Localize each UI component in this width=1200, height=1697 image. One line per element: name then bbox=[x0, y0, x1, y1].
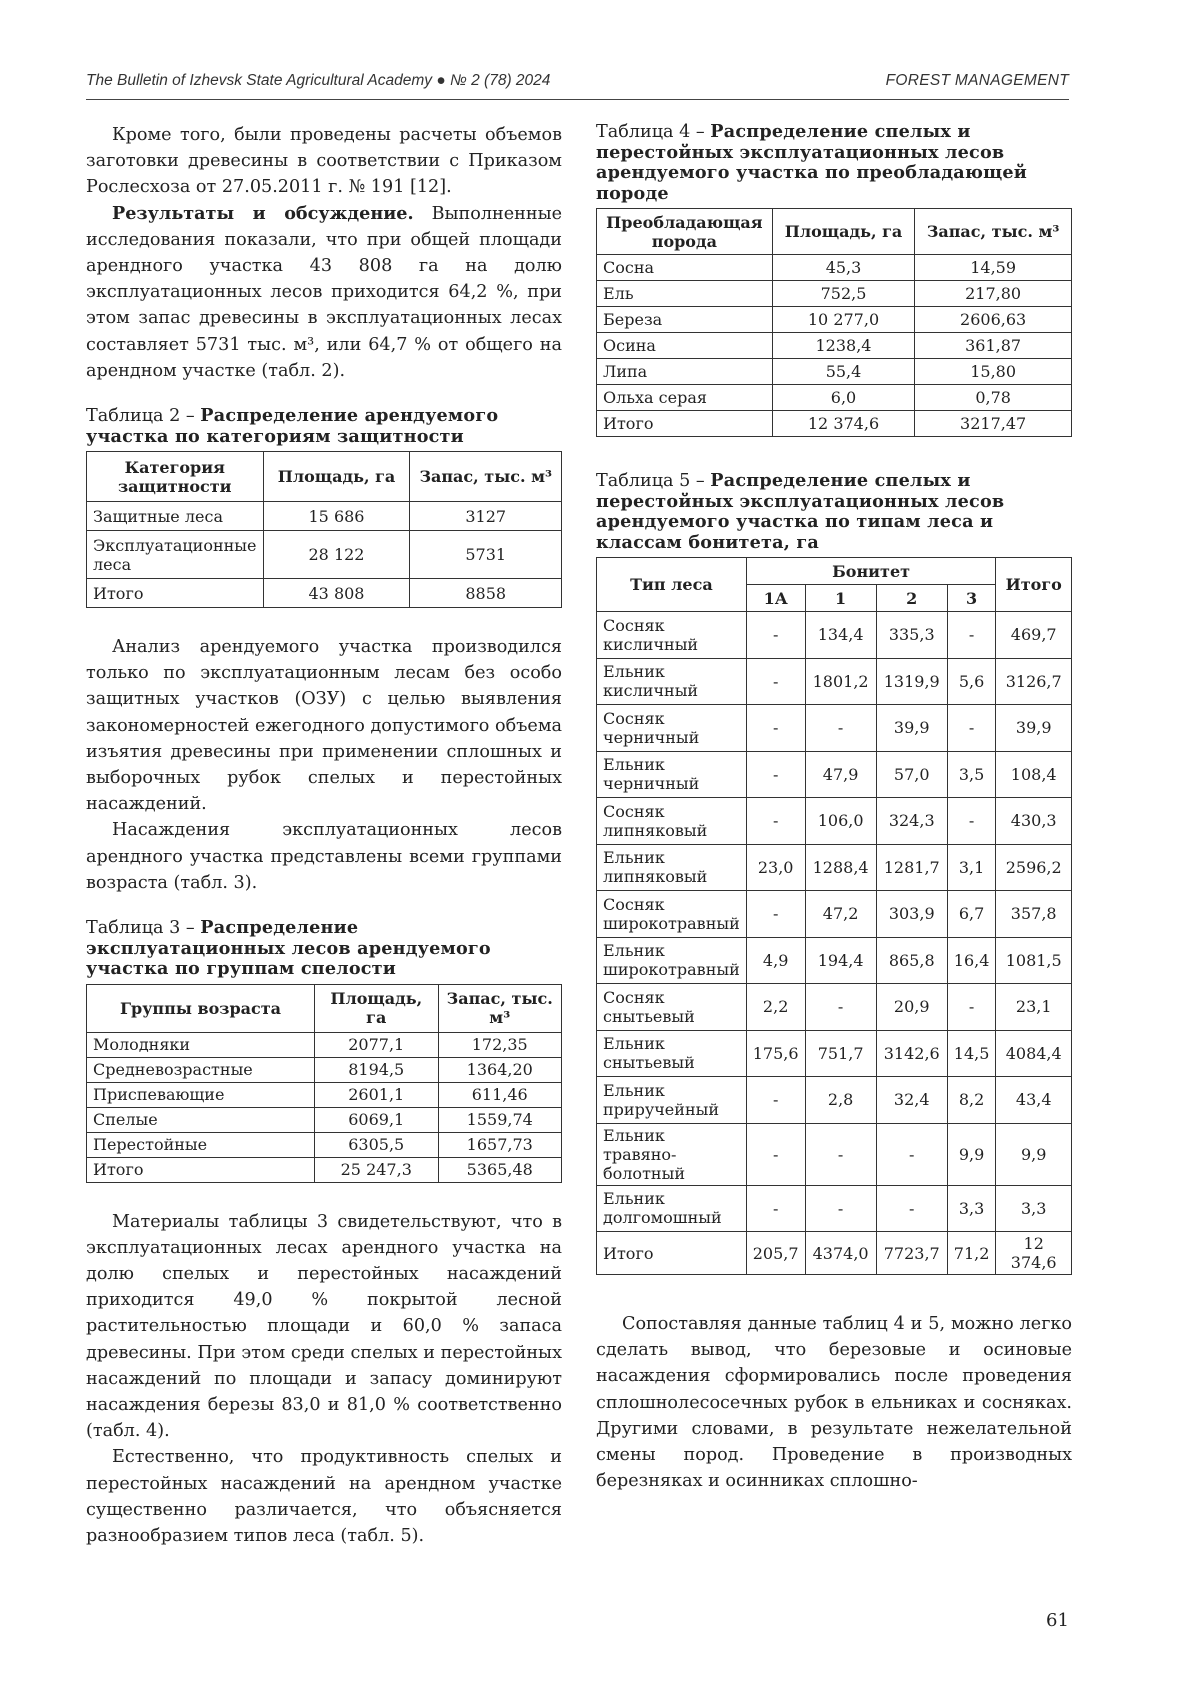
table-cell: 47,9 bbox=[805, 751, 876, 798]
table-cell: Ельник травяно-болотный bbox=[597, 1123, 747, 1185]
paragraph: Естественно, что продуктивность спелых и перестойных насаждений на арендном участке существенно различается, что объясняется разнообразием типов леса (табл. 5). bbox=[86, 1447, 562, 1546]
table-header: Группы возраста bbox=[87, 984, 315, 1032]
table-header: Запас, тыс. м³ bbox=[915, 209, 1072, 255]
table3-caption bbox=[86, 918, 562, 980]
table-cell: 23,0 bbox=[746, 844, 805, 891]
table-row bbox=[597, 333, 1072, 359]
table-cell: 357,8 bbox=[996, 891, 1072, 938]
table-header: Бонитет bbox=[746, 558, 996, 585]
table-row bbox=[597, 411, 1072, 437]
table-cell: - bbox=[805, 1185, 876, 1232]
paragraph: Насаждения эксплуатационных лесов арендного участка представлены всеми группами возраста (табл. 3). bbox=[86, 820, 562, 893]
table-cell: 10 277,0 bbox=[772, 307, 915, 333]
table-cell: 25 247,3 bbox=[315, 1157, 439, 1182]
table-row bbox=[597, 1232, 1072, 1275]
table-cell: - bbox=[876, 1123, 947, 1185]
table-cell: 303,9 bbox=[876, 891, 947, 938]
paragraph: Сопоставляя данные таблиц 4 и 5, можно легко сделать вывод, что березовые и осиновые насаждения сформировались после проведения сплошнолесосечных рубок в ельниках и сосняках. Другими словами, в результате нежелательной смены пород. Проведение в производных березняках и осинниках сплошно- bbox=[596, 1314, 1072, 1492]
table-cell: Сосняк кисличный bbox=[597, 612, 747, 659]
table-cell: Молодняки bbox=[87, 1032, 315, 1057]
table-cell: Итого bbox=[87, 1157, 315, 1182]
table-cell: Осина bbox=[597, 333, 773, 359]
caption-title: Распределение спелых и перестойных эксплуатационных лесов арендуемого участка по преобладающей породе bbox=[596, 121, 1028, 204]
table-cell: 106,0 bbox=[805, 798, 876, 845]
table-cell: 1657,73 bbox=[438, 1132, 562, 1157]
table-cell: 6,0 bbox=[772, 385, 915, 411]
table-header: 3 bbox=[947, 585, 996, 612]
table-cell: 6,7 bbox=[947, 891, 996, 938]
table-cell: Ельник широкотравный bbox=[597, 937, 747, 984]
table-cell: 1364,20 bbox=[438, 1057, 562, 1082]
table-row bbox=[597, 891, 1072, 938]
table-cell: Береза bbox=[597, 307, 773, 333]
table-cell: 20,9 bbox=[876, 984, 947, 1031]
caption-prefix: Таблица 2 – bbox=[86, 406, 201, 427]
table-cell: 8858 bbox=[410, 579, 562, 608]
caption-title: Распределение спелых и перестойных эксплуатационных лесов арендуемого участка по типам леса и классам бонитета, га bbox=[596, 470, 1005, 553]
table-row bbox=[87, 1157, 562, 1182]
table-cell: 7723,7 bbox=[876, 1232, 947, 1275]
paragraph: Анализ арендуемого участка производился только по эксплуатационным лесам без особо защитных участков (ОЗУ) с целью выявления закономерностей ежегодного допустимого объема изъятия древесины при применении сплошных и выборочных рубок спелых и перестойных насаждений. bbox=[86, 637, 562, 815]
table-header: Итого bbox=[996, 558, 1072, 612]
paragraph-text: Выполненные исследования показали, что при общей площади арендного участка 43 808 га на долю эксплуатационных лесов приходится 64,2 %, при этом запас древесины в эксплуатационных лесах составляет 5731 тыс. м³, или 64,7 % от общего на арендном участке (табл. 2). bbox=[86, 203, 562, 381]
table-cell: - bbox=[805, 1123, 876, 1185]
table-row bbox=[597, 1185, 1072, 1232]
table-cell: Ельник черничный bbox=[597, 751, 747, 798]
table-cell: - bbox=[746, 705, 805, 752]
table-header: Преобладающая порода bbox=[597, 209, 773, 255]
table-cell: 16,4 bbox=[947, 937, 996, 984]
table-cell: 8194,5 bbox=[315, 1057, 439, 1082]
table-header-row bbox=[87, 452, 562, 502]
table-cell: Сосняк снытьевый bbox=[597, 984, 747, 1031]
table-header-row bbox=[597, 558, 1072, 585]
table-cell: - bbox=[876, 1185, 947, 1232]
table-cell: 55,4 bbox=[772, 359, 915, 385]
table-cell: Эксплуатационные леса bbox=[87, 531, 264, 579]
table-cell: Сосняк широкотравный bbox=[597, 891, 747, 938]
table-cell: 1081,5 bbox=[996, 937, 1072, 984]
table-row bbox=[87, 1032, 562, 1057]
table-cell: 2601,1 bbox=[315, 1082, 439, 1107]
table-cell: 3,3 bbox=[947, 1185, 996, 1232]
table-header: 2 bbox=[876, 585, 947, 612]
table-cell: Ельник приручейный bbox=[597, 1077, 747, 1124]
table-cell: - bbox=[805, 984, 876, 1031]
table-cell: 751,7 bbox=[805, 1030, 876, 1077]
table-cell: 4374,0 bbox=[805, 1232, 876, 1275]
table-cell: - bbox=[746, 751, 805, 798]
table-cell: 6069,1 bbox=[315, 1107, 439, 1132]
caption-prefix: Таблица 5 – bbox=[596, 471, 711, 491]
table-cell: Сосняк липняковый bbox=[597, 798, 747, 845]
table-cell: - bbox=[746, 612, 805, 659]
table2-caption bbox=[86, 406, 562, 447]
table-cell: 57,0 bbox=[876, 751, 947, 798]
table-cell: 71,2 bbox=[947, 1232, 996, 1275]
table-header-row bbox=[87, 984, 562, 1032]
table-row bbox=[597, 385, 1072, 411]
table-cell: Ольха серая bbox=[597, 385, 773, 411]
section-heading: Результаты и обсуждение. bbox=[112, 202, 414, 224]
table-cell: 3,1 bbox=[947, 844, 996, 891]
table-cell: 1319,9 bbox=[876, 658, 947, 705]
table-row bbox=[597, 658, 1072, 705]
caption-title: Распределение арендуемого участка по категориям защитности bbox=[86, 405, 499, 447]
table-row bbox=[597, 937, 1072, 984]
table-cell: - bbox=[746, 798, 805, 845]
table-cell: 3217,47 bbox=[915, 411, 1072, 437]
table-cell: 217,80 bbox=[915, 281, 1072, 307]
table3 bbox=[86, 984, 562, 1183]
caption-title: Распределение эксплуатационных лесов арендуемого участка по группам спелости bbox=[86, 917, 491, 980]
table-cell: 3,5 bbox=[947, 751, 996, 798]
table-cell: Ельник кисличный bbox=[597, 658, 747, 705]
left-column bbox=[86, 122, 562, 1549]
table-cell: 39,9 bbox=[876, 705, 947, 752]
section-title: FOREST MANAGEMENT bbox=[885, 72, 1069, 89]
table-cell: - bbox=[746, 891, 805, 938]
table-cell: 5,6 bbox=[947, 658, 996, 705]
caption-prefix: Таблица 4 – bbox=[596, 122, 711, 142]
table-header: 1А bbox=[746, 585, 805, 612]
table-cell: 361,87 bbox=[915, 333, 1072, 359]
table-cell: 172,35 bbox=[438, 1032, 562, 1057]
table-cell: - bbox=[746, 1123, 805, 1185]
table-cell: Приспевающие bbox=[87, 1082, 315, 1107]
table-cell: - bbox=[746, 1077, 805, 1124]
table-row bbox=[597, 844, 1072, 891]
table-cell: 12 374,6 bbox=[772, 411, 915, 437]
table-cell: Итого bbox=[597, 1232, 747, 1275]
table-cell: 1238,4 bbox=[772, 333, 915, 359]
table-cell: 2596,2 bbox=[996, 844, 1072, 891]
table-row bbox=[597, 307, 1072, 333]
table-row bbox=[597, 751, 1072, 798]
table-cell: 3142,6 bbox=[876, 1030, 947, 1077]
table-cell: 43,4 bbox=[996, 1077, 1072, 1124]
table-cell: 5731 bbox=[410, 531, 562, 579]
table-cell: - bbox=[805, 705, 876, 752]
table-row bbox=[597, 1123, 1072, 1185]
table-cell: 45,3 bbox=[772, 255, 915, 281]
table-cell: - bbox=[947, 984, 996, 1031]
table-cell: 5365,48 bbox=[438, 1157, 562, 1182]
table-row bbox=[87, 531, 562, 579]
table-cell: 9,9 bbox=[996, 1123, 1072, 1185]
running-header bbox=[86, 70, 1069, 100]
paragraph: Материалы таблицы 3 свидетельствуют, что в эксплуатационных лесах арендного участка на долю спелых и перестойных насаждений приходится 49,0 % покрытой лесной растительностью площади и 60,0 % запаса древесины. При этом среди спелых и перестойных насаждений по площади и запасу доминируют насаждения березы 83,0 и 81,0 % соответственно (табл. 4). bbox=[86, 1211, 562, 1442]
table-cell: 324,3 bbox=[876, 798, 947, 845]
table-cell: 1281,7 bbox=[876, 844, 947, 891]
table-row bbox=[597, 1030, 1072, 1077]
paragraph: Кроме того, были проведены расчеты объемов заготовки древесины в соответствии с Приказом Рослесхоза от 27.05.2011 г. № 191 [12]. bbox=[86, 125, 562, 198]
table-cell: Сосна bbox=[597, 255, 773, 281]
table-cell: Ельник снытьевый bbox=[597, 1030, 747, 1077]
table-row bbox=[597, 359, 1072, 385]
table5-caption bbox=[596, 471, 1072, 553]
table-row bbox=[87, 1107, 562, 1132]
table-header: Площадь, га bbox=[263, 452, 410, 502]
table-row bbox=[597, 612, 1072, 659]
table-cell: 4084,4 bbox=[996, 1030, 1072, 1077]
table-row bbox=[597, 281, 1072, 307]
table2 bbox=[86, 451, 562, 608]
table-cell: Перестойные bbox=[87, 1132, 315, 1157]
table-row bbox=[597, 1077, 1072, 1124]
table-cell: Ельник липняковый bbox=[597, 844, 747, 891]
table-header: Площадь, га bbox=[772, 209, 915, 255]
table-cell: 194,4 bbox=[805, 937, 876, 984]
table-cell: 0,78 bbox=[915, 385, 1072, 411]
table4 bbox=[596, 208, 1072, 437]
table-cell: 14,5 bbox=[947, 1030, 996, 1077]
table-cell: 134,4 bbox=[805, 612, 876, 659]
table-cell: 205,7 bbox=[746, 1232, 805, 1275]
table-cell: Итого bbox=[597, 411, 773, 437]
table-header-row bbox=[597, 209, 1072, 255]
table-cell: 23,1 bbox=[996, 984, 1072, 1031]
table-cell: Ельник долгомошный bbox=[597, 1185, 747, 1232]
table-cell: 32,4 bbox=[876, 1077, 947, 1124]
table-row bbox=[597, 984, 1072, 1031]
table-cell: 1288,4 bbox=[805, 844, 876, 891]
table-cell: 6305,5 bbox=[315, 1132, 439, 1157]
table-cell: 28 122 bbox=[263, 531, 410, 579]
table-cell: 335,3 bbox=[876, 612, 947, 659]
table-header: Категория защитности bbox=[87, 452, 264, 502]
table-cell: 8,2 bbox=[947, 1077, 996, 1124]
table-header: Площадь, га bbox=[315, 984, 439, 1032]
table-cell: Защитные леса bbox=[87, 502, 264, 531]
table-cell: 2,8 bbox=[805, 1077, 876, 1124]
table-cell: Спелые bbox=[87, 1107, 315, 1132]
table-cell: 469,7 bbox=[996, 612, 1072, 659]
right-column bbox=[596, 122, 1072, 1494]
table-cell: 752,5 bbox=[772, 281, 915, 307]
table-row bbox=[87, 1057, 562, 1082]
table-row bbox=[597, 255, 1072, 281]
table5 bbox=[596, 557, 1072, 1275]
table-header: Запас, тыс. м³ bbox=[438, 984, 562, 1032]
table-cell: Ель bbox=[597, 281, 773, 307]
table-cell: - bbox=[746, 658, 805, 705]
table-cell: 47,2 bbox=[805, 891, 876, 938]
table-cell: 4,9 bbox=[746, 937, 805, 984]
table-cell: Сосняк черничный bbox=[597, 705, 747, 752]
page-number: 61 bbox=[1046, 1610, 1069, 1631]
caption-prefix: Таблица 3 – bbox=[86, 918, 201, 939]
table-cell: 3,3 bbox=[996, 1185, 1072, 1232]
table-row bbox=[87, 579, 562, 608]
table-cell: Итого bbox=[87, 579, 264, 608]
table-cell: Средневозрастные bbox=[87, 1057, 315, 1082]
table-cell: - bbox=[947, 798, 996, 845]
table-cell: 2,2 bbox=[746, 984, 805, 1031]
table-cell: 175,6 bbox=[746, 1030, 805, 1077]
table-row bbox=[597, 705, 1072, 752]
table-cell: 12 374,6 bbox=[996, 1232, 1072, 1275]
table-cell: 108,4 bbox=[996, 751, 1072, 798]
table-cell: 15 686 bbox=[263, 502, 410, 531]
table-cell: 865,8 bbox=[876, 937, 947, 984]
table-cell: 1559,74 bbox=[438, 1107, 562, 1132]
table-header: 1 bbox=[805, 585, 876, 612]
paragraph bbox=[86, 201, 562, 384]
table-row bbox=[87, 1132, 562, 1157]
table-cell: 2077,1 bbox=[315, 1032, 439, 1057]
table-row bbox=[597, 798, 1072, 845]
table-cell: 2606,63 bbox=[915, 307, 1072, 333]
table-cell: Липа bbox=[597, 359, 773, 385]
table-cell: - bbox=[746, 1185, 805, 1232]
table-cell: 39,9 bbox=[996, 705, 1072, 752]
table-cell: 430,3 bbox=[996, 798, 1072, 845]
table-cell: - bbox=[947, 612, 996, 659]
table4-caption bbox=[596, 122, 1072, 204]
table-cell: 14,59 bbox=[915, 255, 1072, 281]
journal-title: The Bulletin of Izhevsk State Agricultural Academy ● № 2 (78) 2024 bbox=[86, 72, 551, 89]
table-header: Запас, тыс. м³ bbox=[410, 452, 562, 502]
table-cell: 15,80 bbox=[915, 359, 1072, 385]
table-row bbox=[87, 1082, 562, 1107]
table-cell: 9,9 bbox=[947, 1123, 996, 1185]
table-cell: - bbox=[947, 705, 996, 752]
table-cell: 1801,2 bbox=[805, 658, 876, 705]
table-cell: 43 808 bbox=[263, 579, 410, 608]
table-row bbox=[87, 502, 562, 531]
table-cell: 3126,7 bbox=[996, 658, 1072, 705]
table-header: Тип леса bbox=[597, 558, 747, 612]
table-cell: 3127 bbox=[410, 502, 562, 531]
table-cell: 611,46 bbox=[438, 1082, 562, 1107]
